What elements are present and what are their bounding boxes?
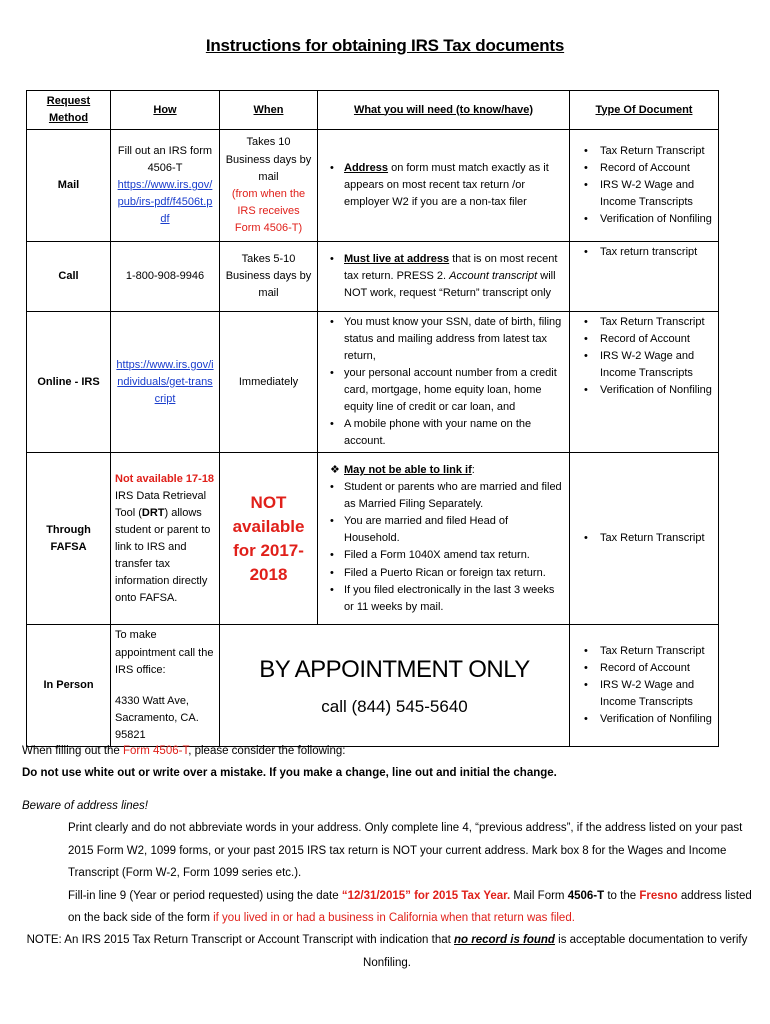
how-call-phone: 1-800-908-9946 (111, 242, 220, 312)
need-fafsa (318, 453, 570, 625)
drt-bold: DRT (141, 506, 165, 519)
list-item: • Tax Return Transcript (600, 314, 714, 331)
how-fafsa (111, 453, 220, 625)
notes-text: is acceptable documentation to verify Nonfiling. (363, 934, 748, 969)
need-call-italic: Account transcript (449, 270, 538, 283)
fafsa-not-available: Not available 17-18 (115, 472, 215, 485)
need-call-text-2: will NOT work, request “Return” transcript only (344, 270, 556, 300)
notes-section (22, 740, 752, 974)
list-item: • Tax Return Transcript (600, 530, 714, 547)
need-call-text: that is on most recent tax return. PRESS 2. (344, 253, 558, 283)
how-online (111, 312, 220, 453)
list-item: • You are married and filed Head of Household. (344, 513, 565, 547)
table-row-mail (27, 130, 719, 242)
docs-call (570, 242, 719, 312)
header-need: What you will need (to know/have) (318, 91, 570, 130)
table-header-row (27, 91, 719, 130)
instructions-table (26, 90, 719, 747)
fafsa-need-colon: : (471, 464, 475, 477)
when-call: Takes 5-10 Business days by mail (220, 242, 318, 312)
list-item: • You must know your SSN, date of birth, filing status and mailing address from latest tax return, (344, 314, 565, 365)
header-when: When (220, 91, 318, 130)
method-fafsa: Through FAFSA (27, 453, 111, 625)
appointment-only-text: BY APPOINTMENT ONLY (259, 655, 530, 683)
need-mail-text: on form must match exactly as it appears on most recent tax return /or employer W2 if you are a non-tax filer (344, 162, 549, 209)
how-fafsa-text (115, 488, 215, 607)
appointment-phone: call (844) 545-5640 (321, 697, 468, 717)
when-mail-text: Takes 10 Business days by mail (225, 136, 312, 183)
appointment-cell (220, 625, 570, 746)
when-online: Immediately (220, 312, 318, 453)
notes-paragraph-2 (22, 885, 752, 930)
notes-warning: Do not use white out or write over a mistake. If you make a change, line out and initial the change. (22, 767, 557, 780)
header-document-type: Type Of Document (570, 91, 719, 130)
list-item: • Tax return transcript (600, 244, 714, 261)
form-number: 4506-T (567, 889, 605, 902)
header-request-method: Request Method (27, 91, 111, 130)
notes-text: address listed on the back side of the form (68, 889, 752, 924)
how-fafsa-text-2: ) allows student or parent to link to IRS and transfer tax information directly onto FAFSA. (115, 506, 211, 605)
table-row-in-person (27, 625, 719, 746)
docs-in-person (570, 625, 719, 746)
table-row-online (27, 312, 719, 453)
notes-paragraph-1: Print clearly and do not abbreviate words in your address. Only complete line 4, “previous address”, if the address listed on your past 2015 Form W2, 1099 forms, or your past 2015 IRS tax return is NOT your current address. Mark box 8 for the Wages and Income Transcript (Form W-2, Form 1099 series etc.). (68, 822, 743, 880)
irs-form-link[interactable]: https://www.irs.gov/pub/irs-pdf/f4506t.pdf (117, 179, 213, 226)
california-condition: if you lived in or had a business in California when that return was filed. (213, 911, 575, 924)
method-call: Call (27, 242, 111, 312)
when-mail-note: (from when the IRS receives Form 4506-T) (231, 187, 306, 234)
list-item: • Verification of Nonfiling (600, 711, 714, 728)
list-item: • Filed a Form 1040X amend tax return. (344, 547, 565, 564)
list-item: • IRS W-2 Wage and Income Transcripts (600, 677, 714, 711)
list-item: • Student or parents who are married and filed as Married Filing Separately. (344, 479, 565, 513)
get-transcript-link[interactable]: https://www.irs.gov/individuals/get-transcript (116, 358, 214, 405)
form-4506t-ref: Form 4506-T (123, 745, 189, 757)
docs-fafsa (570, 453, 719, 625)
fafsa-need-header: May not be able to link if (344, 464, 472, 477)
how-person-text: To make appointment call the IRS office: (115, 629, 214, 676)
when-mail (220, 130, 318, 242)
list-item: • Tax Return Transcript (600, 143, 714, 160)
notes-text: Mail Form (510, 889, 568, 902)
list-item: • Verification of Nonfiling (600, 211, 714, 228)
table-row-fafsa (27, 453, 719, 625)
header-how: How (111, 91, 220, 130)
list-item: • Filed a Puerto Rican or foreign tax return. (344, 565, 565, 582)
list-item: • A mobile phone with your name on the account. (344, 416, 565, 450)
list-item (344, 160, 565, 211)
method-online: Online - IRS (27, 312, 111, 453)
final-note (22, 929, 752, 974)
irs-office-address: 4330 Watt Ave, Sacramento, CA. 95821 (115, 694, 199, 741)
list-item (344, 462, 565, 479)
docs-online (570, 312, 719, 453)
list-item: • Record of Account (600, 331, 714, 348)
need-mail (318, 130, 570, 242)
list-item: • If you filed electronically in the last 3 weeks or 11 weeks by mail. (344, 582, 565, 616)
notes-text: NOTE: An IRS 2015 Tax Return Transcript or Account Transcript with indication that (26, 934, 455, 947)
need-call (318, 242, 570, 312)
when-fafsa-not-available: NOT available for 2017-2018 (220, 453, 318, 625)
docs-mail (570, 130, 719, 242)
list-item: • IRS W-2 Wage and Income Transcripts (600, 177, 714, 211)
list-item: • Record of Account (600, 160, 714, 177)
notes-line-1 (22, 740, 752, 762)
need-call-bold: Must live at address (344, 253, 450, 266)
no-record-found: no record is found (454, 934, 555, 947)
need-online (318, 312, 570, 453)
how-mail-text: Fill out an IRS form 4506-T (117, 144, 213, 175)
list-item: • Verification of Nonfiling (600, 382, 714, 399)
list-item: • Tax Return Transcript (600, 643, 714, 660)
method-in-person: In Person (27, 625, 111, 746)
need-mail-bold: Address (344, 162, 389, 175)
list-item (344, 251, 565, 302)
notes-text: Fill-in line 9 (Year or period requested) using the date (68, 889, 342, 902)
list-item: • Record of Account (600, 660, 714, 677)
method-mail: Mail (27, 130, 111, 242)
list-item: • your personal account number from a credit card, mortgage, home equity loan, home equity line of credit or car loan, and (344, 365, 565, 416)
how-fafsa-text-1: IRS Data Retrieval Tool ( (115, 489, 207, 519)
notes-text: , please consider the following: (188, 745, 346, 757)
how-in-person (111, 625, 220, 746)
beware-heading: Beware of address lines! (22, 799, 148, 812)
page-title: Instructions for obtaining IRS Tax documents (205, 36, 565, 55)
notes-text: When filling out the (22, 745, 124, 757)
table-row-call (27, 242, 719, 312)
list-item: • IRS W-2 Wage and Income Transcripts (600, 348, 714, 382)
notes-text: to the (604, 889, 640, 902)
fresno-text: Fresno (639, 889, 678, 902)
how-mail (111, 130, 220, 242)
tax-year-date: “12/31/2015” for 2015 Tax Year. (341, 889, 511, 902)
